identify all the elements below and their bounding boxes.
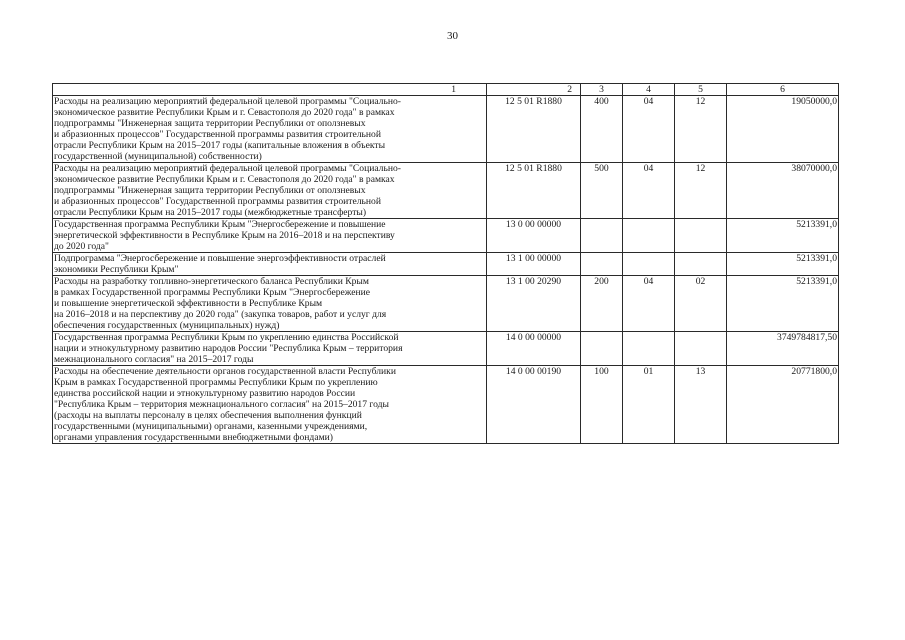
expense-name: Расходы на разработку топливно-энергетического баланса Республики Крым в рамках Государственной программы Республики Крым "Энергосбережение и повышение энергетической эффективности в Республике Крым на 2016–2018 и на перспективу до 2020 года" (закупка товаров, работ и услуг для обеспечения государственных (муниципальных) нужд): [53, 276, 487, 332]
subsection-code: 13: [675, 366, 727, 444]
column-header-1: 1: [53, 84, 487, 96]
subsection-code: [675, 332, 727, 366]
table-row: [53, 276, 839, 332]
subsection-code: 02: [675, 276, 727, 332]
expense-name: Расходы на реализацию мероприятий федеральной целевой программы "Социально- экономическое развитие Республики Крым и г. Севастополя до 2020 года" в рамках подпрограммы "Инженерная защита территории Республики от оползневых и абразионных процессов" Государственной программы развития строительной отрасли Республики Крым на 2015–2017 годы (межбюджетные трансферты): [53, 163, 487, 219]
expense-name: Подпрограмма "Энергосбережение и повышение энергоэффективности отраслей экономики Республики Крым": [53, 253, 487, 276]
expense-name: Расходы на обеспечение деятельности органов государственной власти Республики Крым в рамках Государственной программы Республики Крым по укреплению единства российской нации и этнокультурному развитию народов России "Республика Крым – территория межнационального согласия" на 2015–2017 годы (расходы на выплаты персоналу в целях обеспечения выполнения функций государственными (муниципальными) органами, казенными учреждениями, органами управления государственными внебюджетными фондами): [53, 366, 487, 444]
expense-type-code: 200: [581, 276, 623, 332]
amount: 38070000,0: [727, 163, 839, 219]
column-header-3: 3: [581, 84, 623, 96]
table-row: [53, 219, 839, 253]
amount: 19050000,0: [727, 96, 839, 163]
table-row: [53, 366, 839, 444]
table-row: [53, 332, 839, 366]
column-header-4: 4: [623, 84, 675, 96]
target-article-code: 13 0 00 00000: [487, 219, 581, 253]
subsection-code: 12: [675, 163, 727, 219]
expense-name: Государственная программа Республики Крым "Энергосбережение и повышение энергетической эффективности в Республике Крым на 2016–2018 и на перспективу до 2020 года": [53, 219, 487, 253]
target-article-code: 13 1 00 20290: [487, 276, 581, 332]
expense-type-code: 500: [581, 163, 623, 219]
expense-name: Государственная программа Республики Крым по укреплению единства Российской нации и этнокультурному развитию народов России "Республика Крым – территория межнационального согласия" на 2015–2017 годы: [53, 332, 487, 366]
section-code: 04: [623, 276, 675, 332]
budget-table: [52, 83, 839, 444]
column-header-5: 5: [675, 84, 727, 96]
amount: 5213391,0: [727, 276, 839, 332]
expense-type-code: [581, 253, 623, 276]
column-header-2: 2: [487, 84, 581, 96]
target-article-code: 14 0 00 00000: [487, 332, 581, 366]
target-article-code: 12 5 01 R1880: [487, 163, 581, 219]
section-code: [623, 332, 675, 366]
subsection-code: [675, 219, 727, 253]
section-code: [623, 253, 675, 276]
target-article-code: 14 0 00 00190: [487, 366, 581, 444]
expense-type-code: 400: [581, 96, 623, 163]
expense-type-code: [581, 219, 623, 253]
table-row: [53, 96, 839, 163]
target-article-code: 12 5 01 R1880: [487, 96, 581, 163]
subsection-code: 12: [675, 96, 727, 163]
table-header-row: [53, 84, 839, 96]
table-row: [53, 253, 839, 276]
section-code: 04: [623, 96, 675, 163]
target-article-code: 13 1 00 00000: [487, 253, 581, 276]
expense-type-code: 100: [581, 366, 623, 444]
subsection-code: [675, 253, 727, 276]
amount: 20771800,0: [727, 366, 839, 444]
amount: 5213391,0: [727, 253, 839, 276]
column-header-6: 6: [727, 84, 839, 96]
amount: 5213391,0: [727, 219, 839, 253]
section-code: 04: [623, 163, 675, 219]
expense-type-code: [581, 332, 623, 366]
table-row: [53, 163, 839, 219]
page-number: 30: [447, 30, 458, 42]
section-code: 01: [623, 366, 675, 444]
amount: 3749784817,50: [727, 332, 839, 366]
expense-name: Расходы на реализацию мероприятий федеральной целевой программы "Социально- экономическое развитие Республики Крым и г. Севастополя до 2020 года" в рамках подпрограммы "Инженерная защита территории Республики от оползневых и абразионных процессов" Государственной программы развития строительной отрасли Республики Крым на 2015–2017 годы (капитальные вложения в объекты государственной (муниципальной) собственности): [53, 96, 487, 163]
section-code: [623, 219, 675, 253]
